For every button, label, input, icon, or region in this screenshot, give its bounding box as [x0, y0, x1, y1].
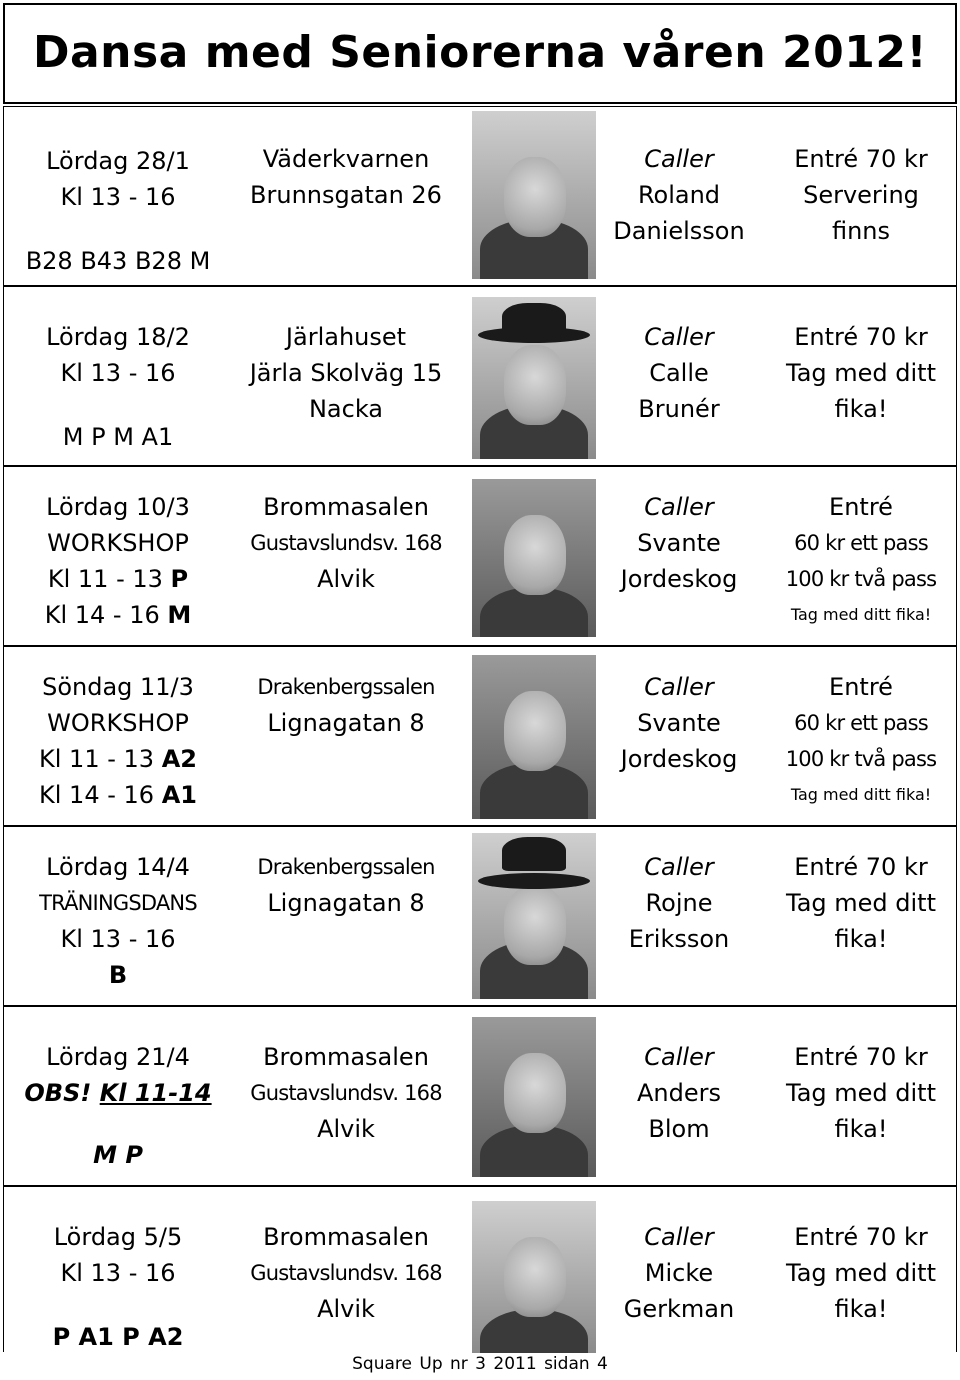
caller-last-name: Gerkman: [623, 1295, 735, 1323]
caller-first-name: Anders: [637, 1079, 721, 1107]
caller-label: Caller: [644, 1043, 714, 1071]
venue-address: Gustavslundsv. 168: [250, 1081, 442, 1105]
caller-photo: [472, 655, 596, 819]
event-levels: P A1 P A2: [52, 1323, 184, 1351]
venue-address: Gustavslundsv. 168: [250, 1261, 442, 1285]
event-venue-cell: [232, 647, 460, 825]
price-note: Tag med ditt fika!: [790, 785, 932, 804]
event-time: Kl 13 - 16: [60, 1259, 176, 1287]
price-note: Tag med ditt: [786, 1079, 936, 1107]
caller-photo: [472, 297, 596, 459]
price-entry: Entré: [829, 493, 893, 521]
event-row: [3, 466, 957, 646]
event-venue-cell: [232, 287, 460, 465]
slot-level: P: [170, 565, 189, 593]
event-date: Lördag 5/5: [53, 1223, 183, 1251]
caller-last-name: Jordeskog: [620, 745, 738, 773]
venue-name: Drakenbergssalen: [257, 855, 435, 879]
event-date: Lördag 18/2: [46, 323, 190, 351]
event-date-cell: [4, 1187, 232, 1352]
event-subtitle: TRÄNINGSDANS: [39, 891, 197, 915]
event-price-cell: [764, 107, 958, 285]
caller-first-name: Calle: [649, 359, 709, 387]
event-row: [3, 826, 957, 1006]
event-price-cell: [764, 647, 958, 825]
event-venue-cell: [232, 107, 460, 285]
caller-photo: [472, 833, 596, 999]
venue-name: Brommasalen: [263, 493, 429, 521]
venue-address: Lignagatan 8: [267, 889, 425, 917]
caller-last-name: Jordeskog: [620, 565, 738, 593]
caller-last-name: Danielsson: [613, 217, 745, 245]
price-entry: Entré 70 kr: [794, 1223, 928, 1251]
venue-address: Brunnsgatan 26: [250, 181, 442, 209]
venue-name: Järlahuset: [285, 323, 407, 351]
event-venue-cell: [232, 827, 460, 1005]
event-levels: B28 B43 B28 M: [25, 247, 211, 275]
slot-level: M: [167, 601, 192, 629]
event-venue-cell: [232, 1007, 460, 1185]
event-date: Lördag 10/3: [46, 493, 190, 521]
event-price-cell: [764, 467, 958, 645]
event-row: [3, 1006, 957, 1186]
event-workshop: WORKSHOP: [47, 709, 189, 737]
venue-address: Järla Skolväg 15: [249, 359, 443, 387]
venue-area: Alvik: [317, 1115, 375, 1143]
event-date: Söndag 11/3: [42, 673, 194, 701]
event-venue-cell: [232, 1187, 460, 1352]
venue-area: Alvik: [317, 565, 375, 593]
venue-address: Lignagatan 8: [267, 709, 425, 737]
price-entry: Entré 70 kr: [794, 1043, 928, 1071]
event-time: Kl 13 - 16: [60, 925, 176, 953]
caller-label: Caller: [644, 493, 714, 521]
price-note: fika!: [834, 1115, 888, 1143]
event-row: [3, 286, 957, 466]
price-note: Servering: [803, 181, 919, 209]
event-row: [3, 1186, 957, 1352]
event-date: Lördag 14/4: [46, 853, 190, 881]
price-two-passes: 100 kr två pass: [785, 567, 937, 591]
price-note: Tag med ditt: [786, 889, 936, 917]
caller-first-name: Roland: [637, 181, 721, 209]
caller-photo: [472, 1201, 596, 1353]
event-date-cell: [4, 287, 232, 465]
caller-last-name: Brunér: [638, 395, 720, 423]
event-date-cell: [4, 1007, 232, 1185]
slot-level: A2: [161, 745, 197, 773]
event-caller-cell: [604, 107, 754, 285]
event-time: Kl 13 - 16: [60, 359, 176, 387]
event-slot-2: Kl 14 - 16 A1: [39, 781, 197, 809]
event-slot-1: Kl 11 - 13 P: [47, 565, 189, 593]
event-workshop: WORKSHOP: [47, 529, 189, 557]
event-caller-cell: [604, 647, 754, 825]
venue-name: Brommasalen: [263, 1043, 429, 1071]
venue-area: Nacka: [308, 395, 384, 423]
event-levels: M P: [93, 1141, 143, 1169]
caller-photo: [472, 479, 596, 637]
event-date-cell: [4, 467, 232, 645]
caller-photo: [472, 1017, 596, 1177]
caller-first-name: Svante: [637, 709, 721, 737]
event-levels: M P M A1: [62, 423, 174, 451]
price-entry: Entré 70 kr: [794, 853, 928, 881]
event-date-cell: [4, 647, 232, 825]
price-single-pass: 60 kr ett pass: [794, 531, 928, 555]
caller-label: Caller: [644, 1223, 714, 1251]
venue-name: Drakenbergssalen: [257, 675, 435, 699]
event-date: Lördag 21/4: [46, 1043, 190, 1071]
caller-first-name: Svante: [637, 529, 721, 557]
price-note: fika!: [834, 925, 888, 953]
page-footer: Square Up nr 3 2011 sidan 4: [352, 1354, 608, 1374]
event-time: Kl 11-14: [99, 1079, 212, 1107]
price-note: Tag med ditt: [786, 1259, 936, 1287]
caller-first-name: Rojne: [645, 889, 713, 917]
event-price-cell: [764, 827, 958, 1005]
event-date-cell: [4, 107, 232, 285]
event-row: [3, 646, 957, 826]
caller-first-name: Micke: [644, 1259, 714, 1287]
event-date: Lördag 28/1: [46, 147, 190, 175]
caller-photo: [472, 111, 596, 279]
event-time: Kl 13 - 16: [60, 183, 176, 211]
price-entry: Entré: [829, 673, 893, 701]
price-note: Tag med ditt: [786, 359, 936, 387]
price-note: finns: [831, 217, 891, 245]
price-note: Tag med ditt fika!: [790, 605, 932, 624]
price-two-passes: 100 kr två pass: [785, 747, 937, 771]
price-entry: Entré 70 kr: [794, 323, 928, 351]
event-price-cell: [764, 1187, 958, 1352]
event-slot-2: Kl 14 - 16 M: [44, 601, 192, 629]
event-price-cell: [764, 1007, 958, 1185]
event-row: [3, 106, 957, 286]
price-note: fika!: [834, 395, 888, 423]
obs-label: OBS!: [24, 1079, 92, 1107]
event-date-cell: [4, 827, 232, 1005]
event-caller-cell: [604, 1187, 754, 1352]
venue-address: Gustavslundsv. 168: [250, 531, 442, 555]
caller-label: Caller: [644, 145, 714, 173]
caller-last-name: Eriksson: [628, 925, 730, 953]
event-caller-cell: [604, 827, 754, 1005]
caller-last-name: Blom: [648, 1115, 710, 1143]
page-title: Dansa med Seniorerna våren 2012!: [32, 27, 928, 78]
price-entry: Entré 70 kr: [794, 145, 928, 173]
event-caller-cell: [604, 1007, 754, 1185]
event-venue-cell: [232, 467, 460, 645]
event-time-notice: [4, 1075, 232, 1111]
event-caller-cell: [604, 287, 754, 465]
venue-name: Väderkvarnen: [262, 145, 430, 173]
slot-level: A1: [161, 781, 197, 809]
caller-label: Caller: [644, 673, 714, 701]
caller-label: Caller: [644, 853, 714, 881]
venue-name: Brommasalen: [263, 1223, 429, 1251]
event-slot-1: Kl 11 - 13 A2: [39, 745, 197, 773]
price-single-pass: 60 kr ett pass: [794, 711, 928, 735]
price-note: fika!: [834, 1295, 888, 1323]
title-box: [3, 3, 957, 104]
caller-label: Caller: [644, 323, 714, 351]
event-caller-cell: [604, 467, 754, 645]
event-price-cell: [764, 287, 958, 465]
venue-area: Alvik: [317, 1295, 375, 1323]
event-levels: B: [108, 961, 128, 989]
